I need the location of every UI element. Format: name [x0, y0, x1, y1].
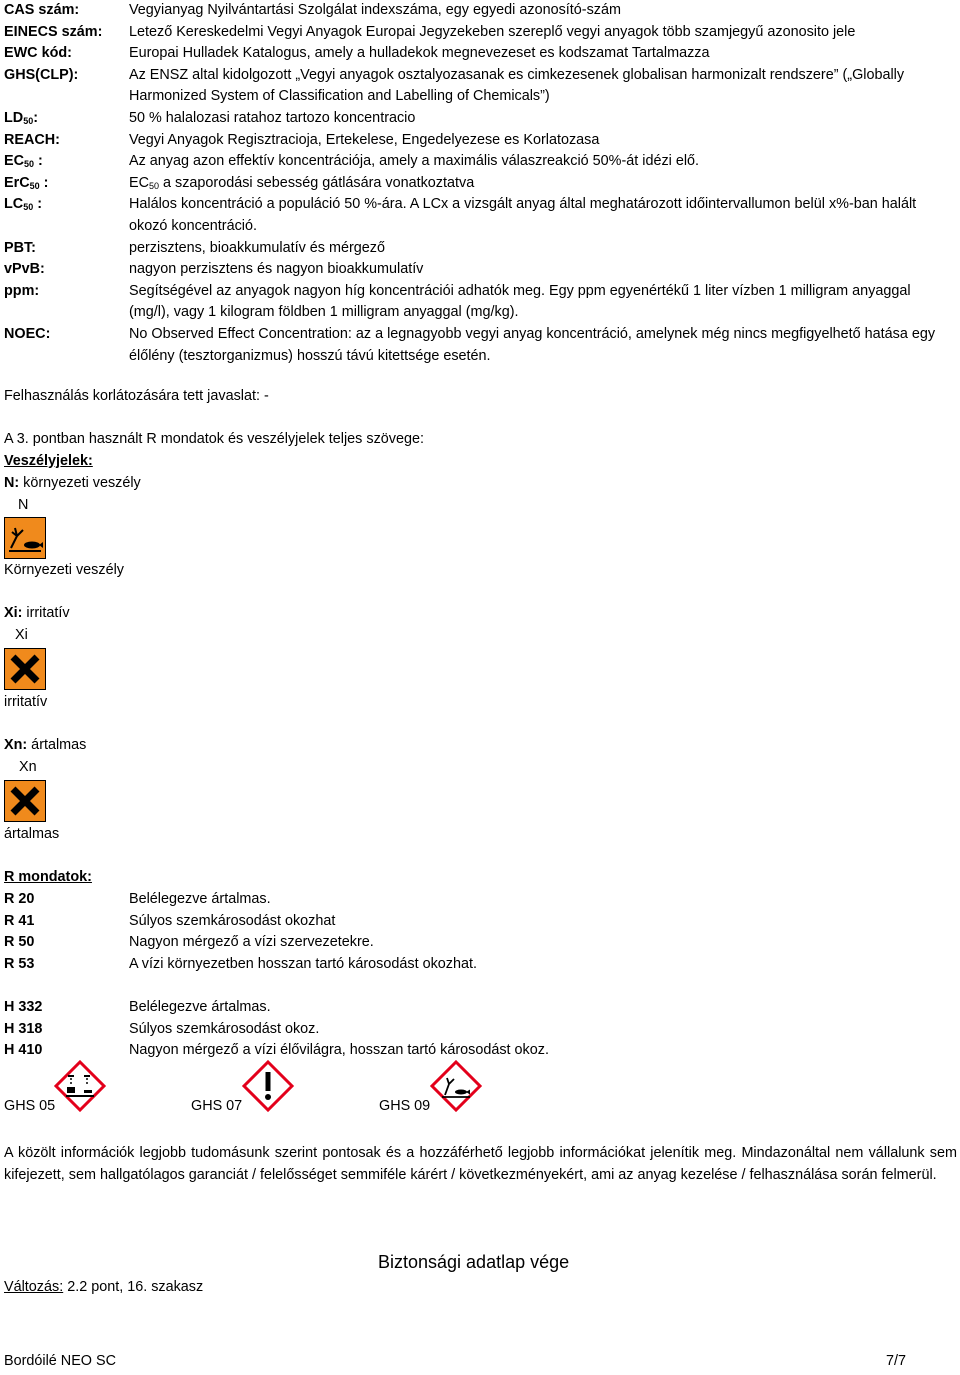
abbr-term: CAS szám:	[4, 2, 80, 18]
h-phrases-table	[4, 997, 954, 1062]
r-phrase-row: R 41 Súlyos szemkárosodást okozhat	[4, 912, 336, 929]
abbr-def: Az ENSZ altal kidolgozott „Vegyi anyagok osztalyozasanak es cimkezesenek globalisan harmonizalt rendszere” („Globally Harmonized System of Classification and Labelling of Chemicals”)	[129, 66, 905, 105]
abbr-def: Europai Hulladek Katalogus, amely a hulladekok megnevezeset es kodszamat Tartalmazza	[129, 45, 710, 62]
ghs-label: GHS 07	[191, 1098, 243, 1114]
section3-intro: A 3. pontban használt R mondatok és veszélyjelek teljes szövege:	[4, 431, 424, 447]
abbr-term: PBT:	[4, 239, 36, 256]
r-phrase-row: R 50 Nagyon mérgező a vízi szervezetekre.	[4, 934, 374, 951]
hazard-symbols-heading: Veszélyjelek:	[4, 453, 93, 469]
hazard-n-caption: Környezeti veszély	[4, 562, 124, 578]
footer-page-number: 7/7	[885, 1353, 906, 1369]
abbr-row-erc50	[4, 173, 954, 195]
ghs-label: GHS 09	[379, 1098, 431, 1114]
abbr-def: 50 % halalozasi ratahoz tartozo koncentracio	[129, 109, 416, 126]
abbreviations-table	[4, 0, 954, 367]
h-phrase-row: H 318 Súlyos szemkárosodást okoz.	[4, 1020, 320, 1037]
disclaimer-text: A közölt információk legjobb tudomásunk szerint pontosak és a hozzáférhető legjobb információkat jelenítik meg. Mindazonáltal nem vállalunk sem kifejezett, sem hallgatólagos garanciát / felelősséget semmiféle kárért / következményekért, ami az anyag kezelése / felhasználása során felmerül.	[4, 1145, 957, 1183]
h-phrase-row: H 410 Nagyon mérgező a vízi élővilágra, hosszan tartó károsodást okoz.	[4, 1042, 549, 1059]
r-phrases-table	[4, 889, 954, 975]
abbr-term: GHS(CLP):	[4, 66, 79, 83]
abbr-row-ewc	[4, 43, 954, 65]
hazard-xn-title: Xn: ártalmas	[4, 737, 87, 753]
abbr-def: Vegyianyag Nyilvántartási Szolgálat indexszáma, egy egyedi azonosító-szám	[129, 2, 621, 18]
usage-restriction: Felhasználás korlátozására tett javaslat: -	[4, 388, 269, 404]
abbr-row-reach	[4, 130, 954, 152]
hazard-xi-caption: irritatív	[4, 694, 48, 710]
abbr-row-ppm	[4, 281, 954, 324]
saltire-cross-icon	[4, 648, 46, 690]
hazard-xn-caption: ártalmas	[4, 826, 60, 842]
abbr-def: Letező Kereskedelmi Vegyi Anyagok Europai Jegyzekeben szereplő vegyi anyagok több szamjegyű azonosito jele	[129, 23, 856, 40]
abbr-def: No Observed Effect Concentration: az a legnagyobb vegyi anyag koncentráció, amelynek még nincs megfigyelhető hatása egy élőlény (tesztorganizmus) hosszú távú kitettsége esetén.	[129, 325, 936, 364]
abbr-term: EINECS szám:	[4, 23, 103, 40]
dead-tree-fish-icon	[4, 517, 46, 559]
abbr-term: $LD_{50}$:	[4, 109, 38, 126]
abbr-term: EWC kód:	[4, 45, 72, 62]
abbr-def: perzisztens, bioakkumulatív és mérgező	[129, 239, 385, 256]
h-phrase-row: H 332 Belélegezve ártalmas.	[4, 999, 271, 1015]
abbr-def: Az anyag azon effektív koncentrációja, amely a maximális válaszreakció 50%-át idézi elő.	[129, 153, 700, 170]
abbr-row-vpvb	[4, 259, 954, 281]
abbr-row-ghs	[4, 65, 954, 108]
abbr-term: vPvB:	[4, 261, 45, 278]
abbr-row-ec50	[4, 151, 954, 173]
abbr-row-lc50	[4, 194, 954, 237]
exclamation-pictogram-icon	[242, 1060, 294, 1112]
abbr-def: nagyon perzisztens és nagyon bioakkumulatív	[129, 261, 424, 278]
abbr-term: ErC$_{50}$ :	[4, 174, 49, 191]
abbr-def: $EC_{50}$ a szaporodási sebesség gátlására vonatkoztatva	[129, 174, 475, 191]
abbr-def: Segítségével az anyagok nagyon híg koncentrációi adhatók meg. Egy ppm egyenértékű 1 liter vízben 1 milligram anyaggal (mg/l), vagy 1 kilogram földben 1 milligram anyaggal (mg/kg).	[129, 282, 911, 321]
r-phrase-row: R 20 Belélegezve ártalmas.	[4, 891, 271, 907]
abbr-term: $LC_{50}$ :	[4, 196, 42, 213]
saltire-cross-icon	[4, 780, 46, 822]
environment-pictogram-icon	[430, 1060, 482, 1112]
hazard-n-title: N: környezeti veszély	[4, 475, 141, 491]
hazard-xi-title: Xi: irritatív	[4, 605, 70, 621]
abbr-def: Halálos koncentráció a populáció 50 %-ára. A LCx a vizsgált anyag által meghatározott időintervallumon belül x%-ban halált okozó koncentráció.	[129, 196, 917, 234]
end-title: Biztonsági adatlap vége	[378, 1252, 570, 1272]
abbr-term: NOEC:	[4, 325, 51, 342]
abbr-term: $EC_{50}$ :	[4, 153, 43, 170]
r-phrases-heading: R mondatok:	[4, 869, 92, 885]
r-phrase-row: R 53 A vízi környezetben hosszan tartó károsodást okozhat.	[4, 955, 477, 972]
ghs-label: GHS 05	[4, 1098, 56, 1114]
changes-note: Változás: 2.2 pont, 16. szakasz	[4, 1279, 204, 1295]
abbr-def: Vegyi Anyagok Regisztracioja, Ertekelese, Engedelyezese es Korlatozasa	[129, 131, 600, 148]
abbr-row-noec	[4, 324, 954, 367]
hazard-xi-letter: Xi	[15, 627, 28, 643]
abbr-term: REACH:	[4, 131, 60, 148]
abbr-row-einecs	[4, 22, 954, 44]
abbr-term: ppm:	[4, 282, 40, 299]
abbr-row-ld50	[4, 108, 954, 130]
corrosion-pictogram-icon	[54, 1060, 106, 1112]
abbr-row-cas	[4, 0, 954, 22]
footer-product: Bordóilé NEO SC	[4, 1353, 116, 1369]
hazard-xn-letter: Xn	[19, 759, 37, 775]
abbr-row-pbt	[4, 238, 954, 260]
hazard-n-letter: N	[18, 497, 29, 513]
